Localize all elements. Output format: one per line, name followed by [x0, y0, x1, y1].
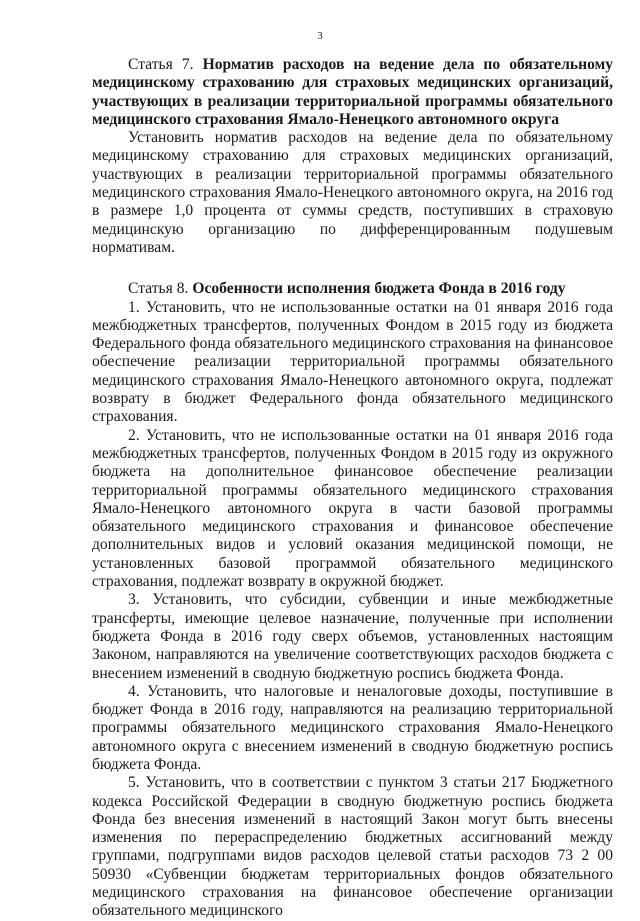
article-7-heading [92, 56, 613, 129]
article-8-paragraph-3: 3. Установить, что субсидии, субвенции и иные межбюджетные трансферты, имеющие целевое назначение, полученные при исполнении бюджета Фонда в 2016 году сверх объемов, установленных настоящим Законом, направляются на увеличение соответствующих расходов бюджета с внесением изменений в сводную бюджетную роспись бюджета Фонда. [92, 591, 613, 682]
article-8-paragraph-5: 5. Установить, что в соответствии с пунктом 3 статьи 217 Бюджетного кодекса Российской Федерации в сводную бюджетную роспись бюджета Фонда без внесения изменений в настоящий Закон могут быть внесены изменения по перераспределению бюджетных ассигнований между группами, подгруппами видов расходов целевой статьи расходов 73 2 00 50930 «Субвенции бюджетам территориальных фондов обязательного медицинского страхования на финансовое обеспечение организации обязательного медицинского [92, 774, 613, 920]
article-8 [92, 280, 613, 920]
article-7 [92, 56, 613, 257]
article-8-paragraph-2: 2. Установить, что не использованные остатки на 01 января 2016 года межбюджетных трансфертов, полученных Фондом в 2015 году из окружного бюджета на дополнительное финансовое обеспечение реализации территориальной программы обязательного медицинского страхования Ямало-Ненецкого автономного округа в части базовой программы обязательного медицинского страхования и финансовое обеспечение дополнительных видов и условий оказания медицинской помощи, не установленных базовой программой обязательного медицинского страхования, подлежат возврату в окружной бюджет. [92, 426, 613, 591]
article-8-heading [92, 280, 613, 298]
article-8-title: Особенности исполнения бюджета Фонда в 2016 году [192, 280, 566, 298]
article-7-paragraph-1: Установить норматив расходов на ведение дела по обязательному медицинскому страхованию для страховых медицинских организаций, участвующих в реализации территориальной программы обязательного медицинского страхования Ямало-Ненецкого автономного округа, на 2016 год в размере 1,0 процента от суммы средств, поступивших в страховую медицинскую организацию по дифференцированным подушевым нормативам. [92, 129, 613, 256]
article-7-label: Статья 7. [128, 56, 194, 73]
page-number: 3 [317, 30, 323, 42]
document-body [92, 56, 613, 921]
article-8-paragraph-4: 4. Установить, что налоговые и неналоговые доходы, поступившие в бюджет Фонда в 2016 году, направляются на реализацию территориальной программы обязательного медицинского страхования Ямало-Ненецкого автономного округа с внесением изменений в сводную бюджетную роспись бюджета Фонда. [92, 682, 613, 773]
article-7-title: Норматив расходов на ведение дела по обязательному медицинскому страхованию для страховых медицинских организаций, участвующих в реализации территориальной программы обязательного медицинского страхования Ямало-Ненецкого автономного округа [92, 56, 613, 128]
article-8-paragraph-1: 1. Установить, что не использованные остатки на 01 января 2016 года межбюджетных трансфертов, полученных Фондом в 2015 году из бюджета Федерального фонда обязательного медицинского страхования на финансовое обеспечение реализации территориальной программы обязательного медицинского страхования Ямало-Ненецкого автономного округа, подлежат возврату в бюджет Федерального фонда обязательного медицинского страхования. [92, 298, 613, 426]
article-spacer [92, 257, 613, 280]
article-8-label: Статья 8. [128, 280, 189, 298]
